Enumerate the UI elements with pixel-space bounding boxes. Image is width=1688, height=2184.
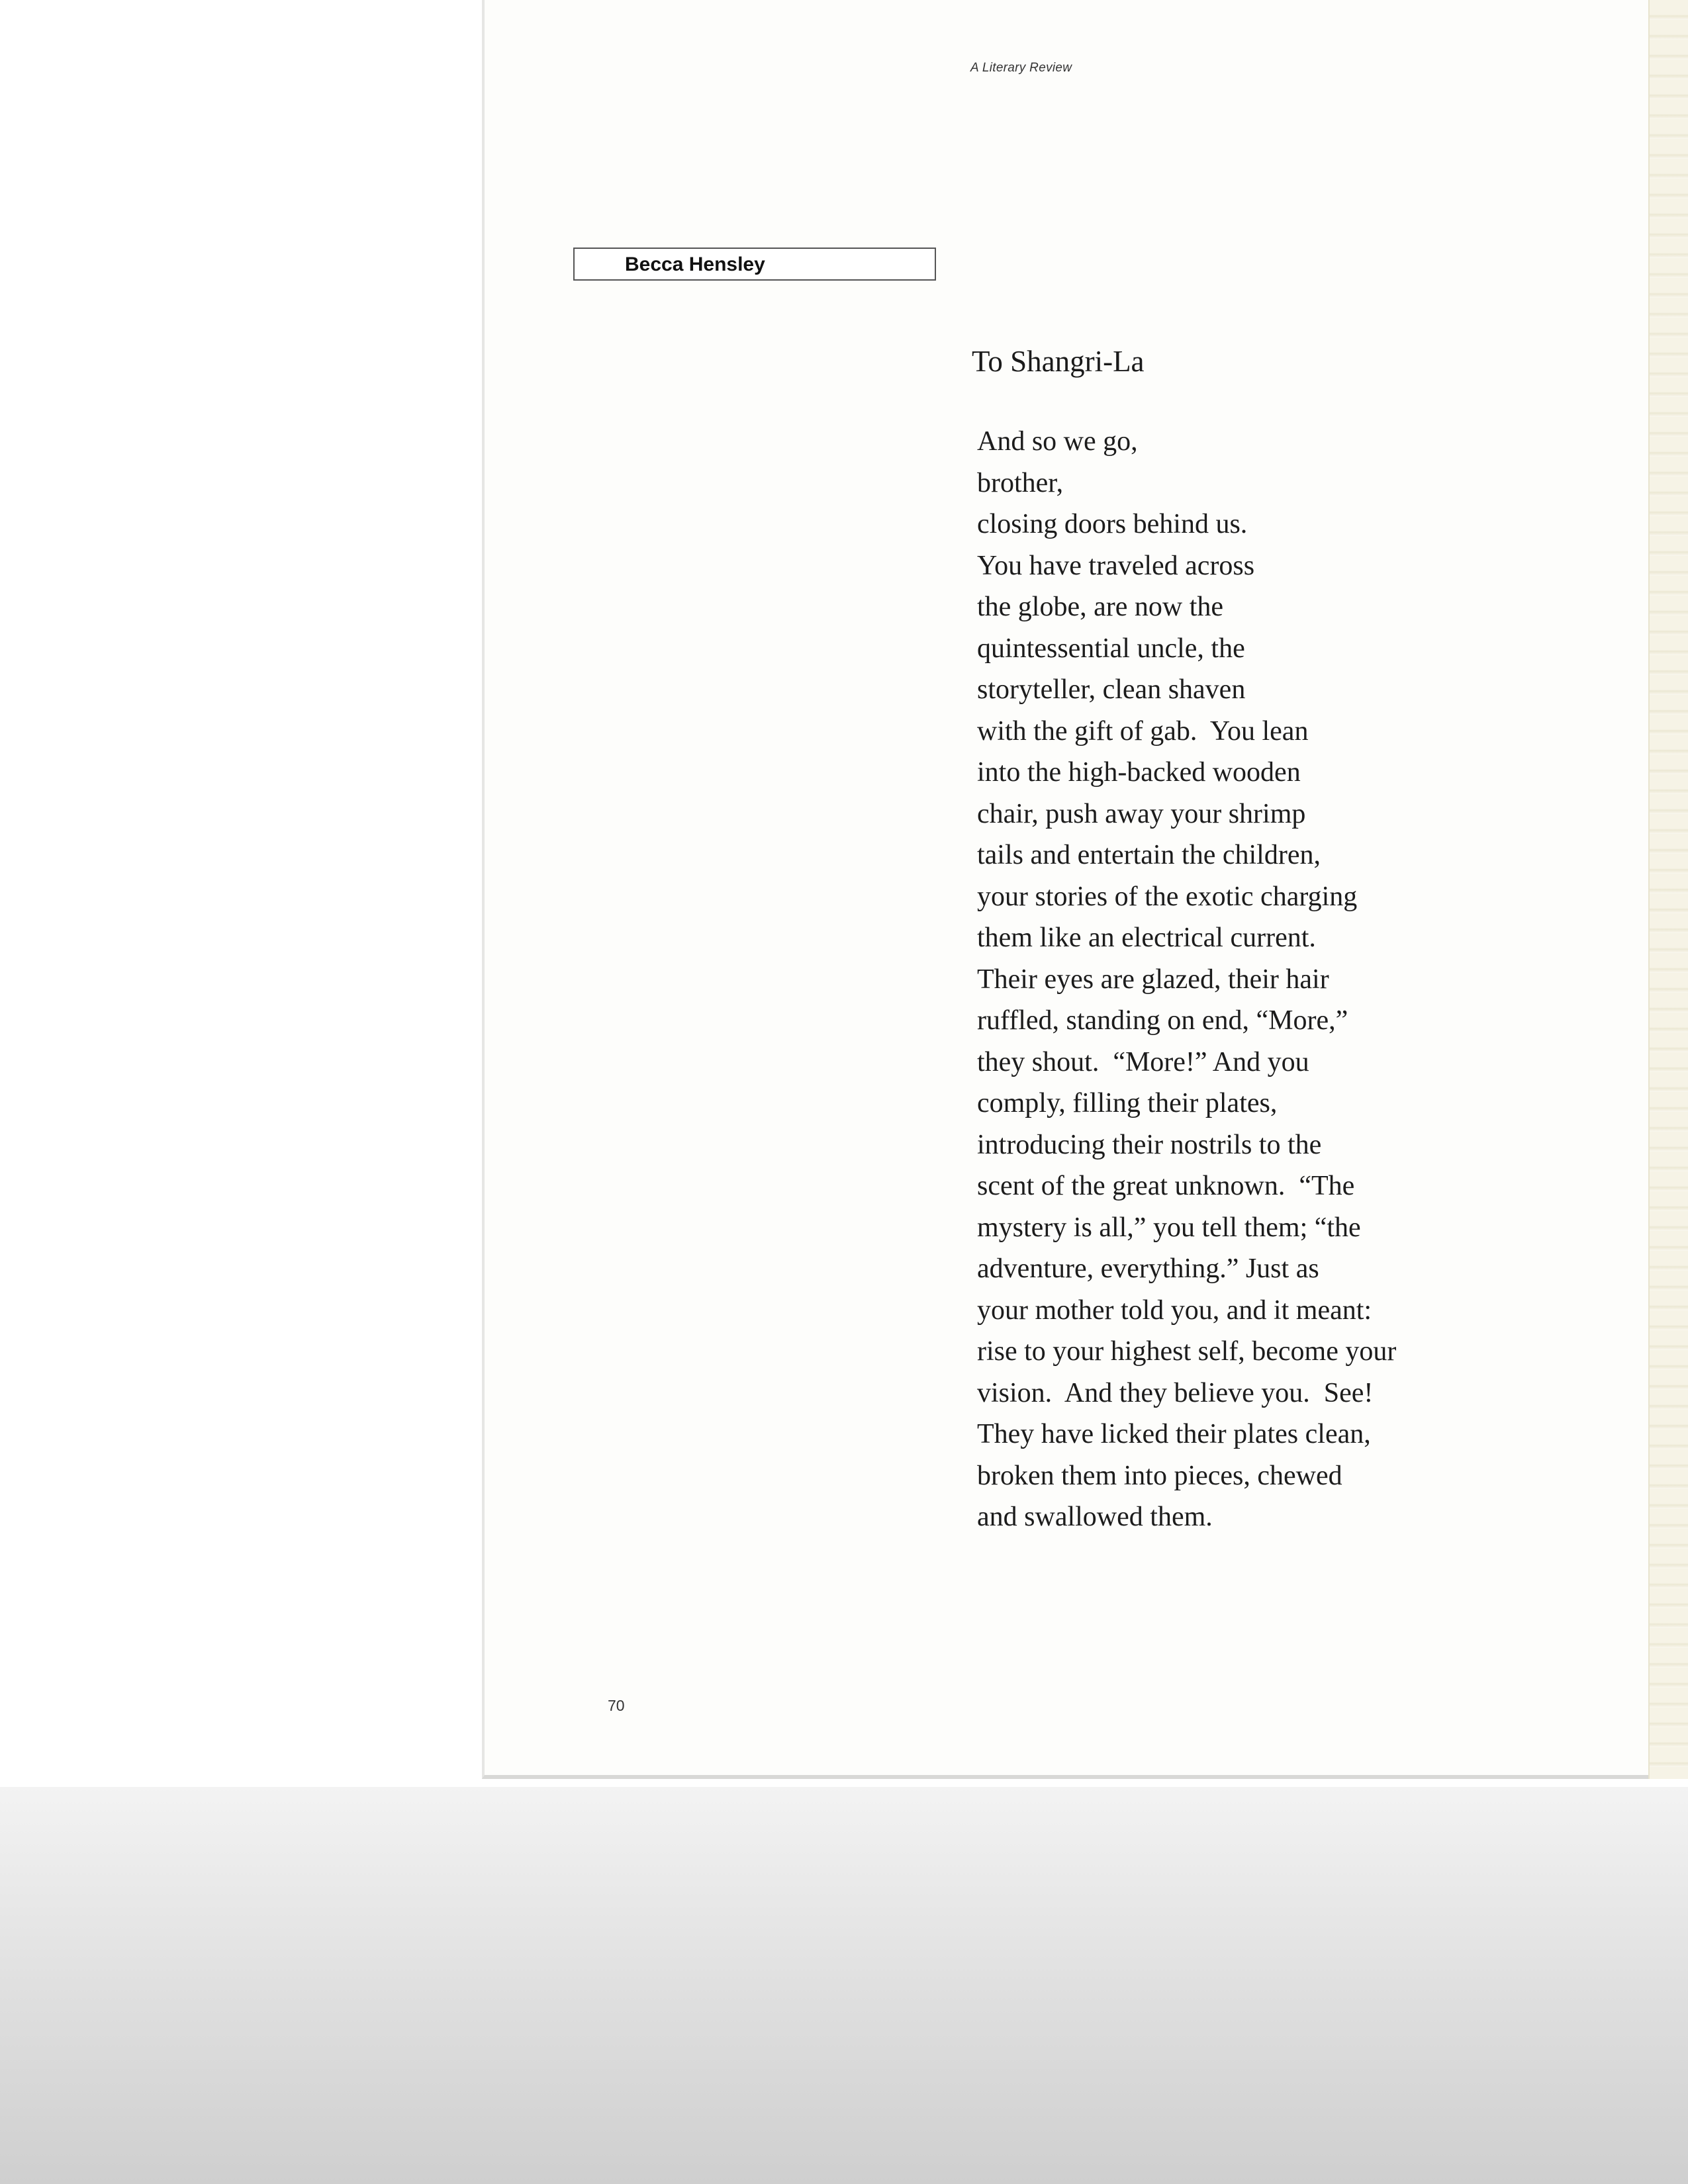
poem-line: They have licked their plates clean, — [977, 1419, 1371, 1449]
poem-line: and swallowed them. — [977, 1502, 1213, 1532]
poem-line: quintessential uncle, the — [977, 633, 1245, 664]
scan-background-bottom — [0, 1787, 1688, 2184]
poem-line: scent of the great unknown. “The — [977, 1171, 1355, 1201]
poem-line: tails and entertain the children, — [977, 840, 1321, 870]
poem-line: your mother told you, and it meant: — [977, 1295, 1372, 1326]
poem-line: Their eyes are glazed, their hair — [977, 964, 1329, 995]
scan-background-left — [0, 0, 482, 1787]
poem-line: they shout. “More!” And you — [977, 1046, 1309, 1077]
poem-line: your stories of the exotic charging — [977, 881, 1358, 912]
author-name: Becca Hensley — [625, 253, 765, 275]
poem-line: You have traveled across — [977, 550, 1255, 581]
poem-line: the globe, are now the — [977, 592, 1224, 622]
poem-line: into the high-backed wooden — [977, 757, 1301, 788]
poem-line: comply, filling their plates, — [977, 1088, 1278, 1118]
poem-title: To Shangri-La — [972, 345, 1145, 378]
page-edge-stack — [1648, 0, 1688, 1779]
poem-line: vision. And they believe you. See! — [977, 1377, 1374, 1408]
poem-line: broken them into pieces, chewed — [977, 1460, 1342, 1491]
poem-line: ruffled, standing on end, “More,” — [977, 1005, 1348, 1036]
running-head: A Literary Review — [970, 61, 1072, 75]
poem-body — [977, 421, 1396, 1538]
poem-line: introducing their nostrils to the — [977, 1129, 1322, 1160]
poem-line: chair, push away your shrimp — [977, 798, 1306, 829]
poem-line: closing doors behind us. — [977, 509, 1248, 539]
poem-line: mystery is all,” you tell them; “the — [977, 1212, 1361, 1243]
poem-line: adventure, everything.” Just as — [977, 1253, 1319, 1284]
author-box — [573, 248, 936, 281]
page-number: 70 — [608, 1697, 625, 1714]
poem-line: with the gift of gab. You lean — [977, 715, 1309, 747]
poem-line: storyteller, clean shaven — [977, 674, 1246, 705]
poem-line: rise to your highest self, become your — [977, 1336, 1397, 1367]
poem-line: And so we go, — [977, 426, 1138, 457]
poem-line: them like an electrical current. — [977, 923, 1316, 953]
poem-line: brother, — [977, 467, 1064, 498]
